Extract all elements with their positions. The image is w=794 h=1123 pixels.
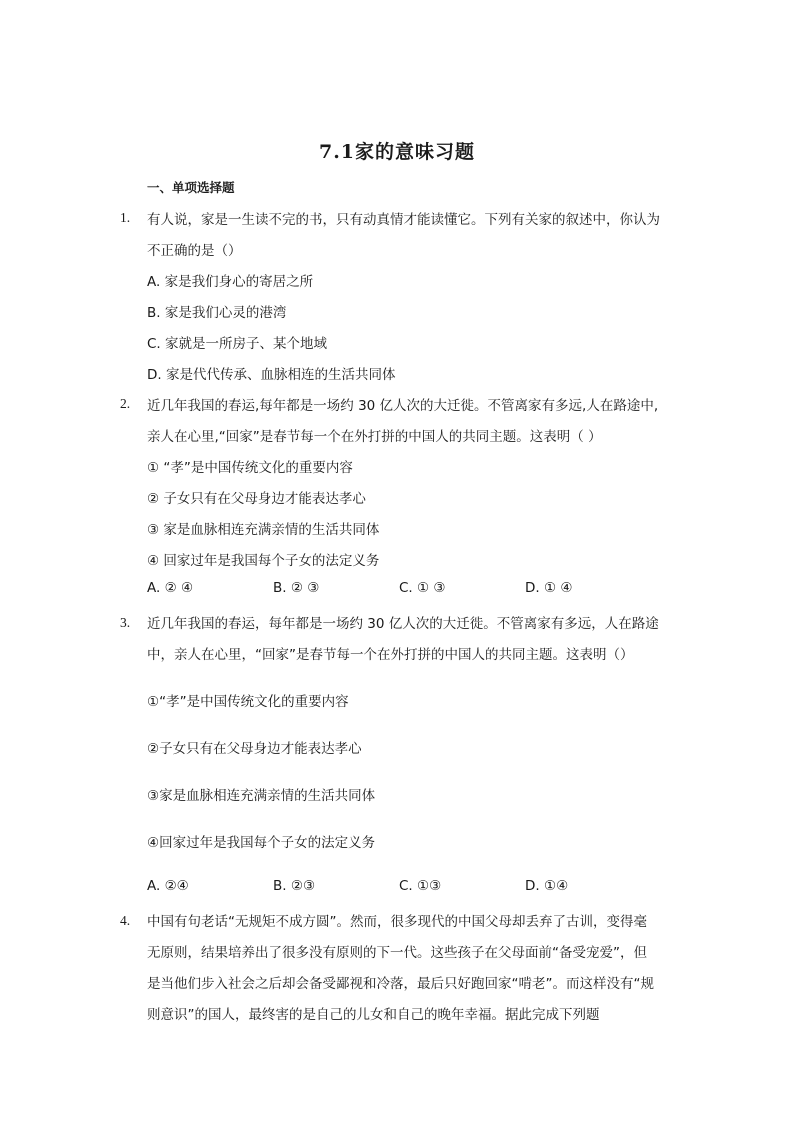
- question-2-statement-2: ② 子女只有在父母身边才能表达孝心: [147, 491, 366, 507]
- question-3-option-c: C. ①③: [399, 878, 442, 894]
- question-2-option-d: D. ① ④: [525, 580, 573, 596]
- question-1-option-d: D. 家是代代传承、血脉相连的生活共同体: [147, 367, 396, 383]
- question-4-line-4: 则意识”的国人，最终害的是自己的儿女和自己的晚年幸福。据此完成下列题: [147, 1007, 600, 1023]
- question-2-option-c: C. ① ③: [399, 580, 446, 596]
- question-2-option-b: B. ② ③: [273, 580, 320, 596]
- question-4-line-3: 是当他们步入社会之后却会备受鄙视和冷落，最后只好跑回家“啃老”。而这样没有“规: [147, 976, 654, 992]
- question-2-statement-4: ④ 回家过年是我国每个子女的法定义务: [147, 553, 380, 569]
- question-4-number: 4.: [120, 913, 131, 928]
- question-3-number: 3.: [120, 615, 131, 630]
- question-2-statement-3: ③ 家是血脉相连充满亲情的生活共同体: [147, 522, 380, 538]
- question-3-option-d: D. ①④: [525, 878, 569, 894]
- question-3-option-a: A. ②④: [147, 878, 189, 894]
- question-1-option-a: A. 家是我们身心的寄居之所: [147, 274, 314, 290]
- question-1-line-2: 不正确的是（）: [147, 243, 242, 259]
- question-2-statement-1: ① “孝”是中国传统文化的重要内容: [147, 460, 353, 476]
- question-2-line-1: 近几年我国的春运,每年都是一场约 30 亿人次的大迁徙。不管离家有多远,人在路途中,: [147, 398, 659, 414]
- question-4-line-1: 中国有句老话“无规矩不成方圆”。然而，很多现代的中国父母却丢弃了古训，变得毫: [147, 914, 647, 930]
- question-1-option-b: B. 家是我们心灵的港湾: [147, 305, 287, 321]
- question-3-option-b: B. ②③: [273, 878, 316, 894]
- question-2-line-2: 亲人在心里,“回家”是春节每一个在外打拼的中国人的共同主题。这表明（ ）: [147, 429, 602, 445]
- question-3-line-2: 中，亲人在心里，“回家”是春节每一个在外打拼的中国人的共同主题。这表明（）: [147, 647, 634, 663]
- question-2-option-a: A. ② ④: [147, 580, 194, 596]
- question-3-statement-4: ④回家过年是我国每个子女的法定义务: [147, 835, 376, 851]
- question-2-number: 2.: [120, 396, 131, 411]
- question-1-number: 1.: [120, 210, 131, 225]
- question-4-line-2: 无原则，结果培养出了很多没有原则的下一代。这些孩子在父母面前“备受宠爱”，但: [147, 945, 647, 961]
- question-3-statement-2: ②子女只有在父母身边才能表达孝心: [147, 741, 362, 757]
- question-1-line-1: 有人说，家是一生读不完的书，只有动真情才能读懂它。下列有关家的叙述中，你认为: [147, 212, 660, 228]
- question-3-line-1: 近几年我国的春运，每年都是一场约 30 亿人次的大迁徙。不管离家有多远，人在路途: [147, 616, 659, 632]
- question-3-statement-1: ①“孝”是中国传统文化的重要内容: [147, 694, 349, 710]
- page-title: 7.1家的意味习题: [318, 141, 476, 163]
- section-heading: 一、单项选择题: [147, 180, 235, 195]
- question-1-option-c: C. 家就是一所房子、某个地域: [147, 336, 328, 352]
- question-3-statement-3: ③家是血脉相连充满亲情的生活共同体: [147, 788, 376, 804]
